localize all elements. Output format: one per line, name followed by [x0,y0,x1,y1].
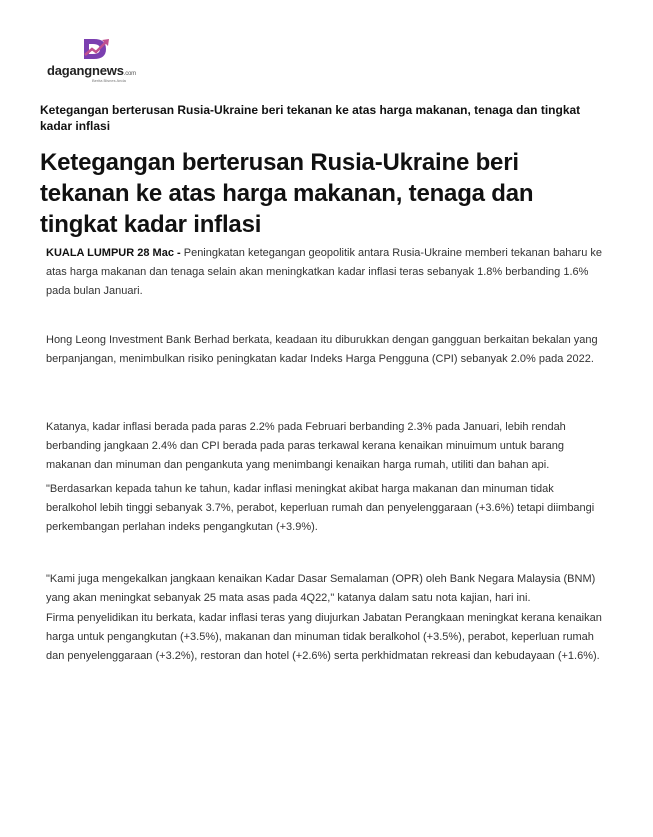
article-paragraph-4: "Berdasarkan kepada tahun ke tahun, kadar inflasi meningkat akibat harga makanan dan minuman tidak beralkohol lebih tinggi sebanyak 3.7%, perabot, keperluan rumah dan penyelenggaraan (+3.6%) tetapi diimbangi perkembangan perlahan indeks pengangkutan (+3.9%). [46,483,595,533]
article-paragraph-1 [46,244,606,301]
site-logo[interactable] [47,36,157,84]
article-dateline: KUALA LUMPUR 28 Mac - [46,247,181,259]
article-paragraph-3: Katanya, kadar inflasi berada pada paras 2.2% pada Februari berbanding 2.3% pada Januari, lebih rendah berbanding jangkaan 2.4% dan CPI berada pada paras terkawal kerana kenaikan minuimum untuk barang makanan dan minuman dan pengankuta yang menimbangi kenaikan harga rumah, utiliti dan bahan api. [46,421,566,471]
article-paragraph-5: "Kami juga mengekalkan jangkaan kenaikan Kadar Dasar Semalaman (OPR) oleh Bank Negara Malaysia (BNM) yang akan meningkat sebanyak 25 mata asas pada 4Q22," katanya dalam satu nota kajian, hari ini. [46,573,596,604]
logo-wordmark [47,63,136,78]
logo-tagline: Berita Bisnes Anda [92,78,126,83]
logo-tld: .com [123,71,136,77]
header-article-title: Ketegangan berterusan Rusia-Ukraine beri tekanan ke atas harga makanan, tenaga dan tingkat kadar inflasi [40,103,581,133]
article-title: Ketegangan berterusan Rusia-Ukraine beri tekanan ke atas harga makanan, tenaga dan tingkat kadar inflasi [40,149,534,238]
article-paragraph-2: Hong Leong Investment Bank Berhad berkata, keadaan itu diburukkan dengan gangguan berkaitan bekalan yang berpanjangan, menimbulkan risiko peningkatan kadar Indeks Harga Pengguna (CPI) sebanyak 2.0% pada 2022. [46,334,598,365]
dagangnews-logo-icon [81,36,111,62]
article-paragraph-6: Firma penyelidikan itu berkata, kadar inflasi teras yang diujurkan Jabatan Perangkaan meningkat kerana kenaikan harga untuk pengangkutan (+3.5%), makanan dan minuman tidak beralkohol (+3.5%), perabot, keperluan rumah dan penyelenggaraan (+3.2%), restoran dan hotel (+2.6%) serta perkhidmatan rekreasi dan kebudayaan (+1.6%). [46,612,602,662]
paragraph-1-text: Peningkatan ketegangan geopolitik antara Rusia-Ukraine memberi tekanan baharu ke atas harga makanan dan tenaga selain akan meningkatkan kadar inflasi teras sebanyak 1.8% berbanding 1.6% pada bulan Januari. [46,247,602,297]
logo-name: dagangnews [47,63,124,78]
